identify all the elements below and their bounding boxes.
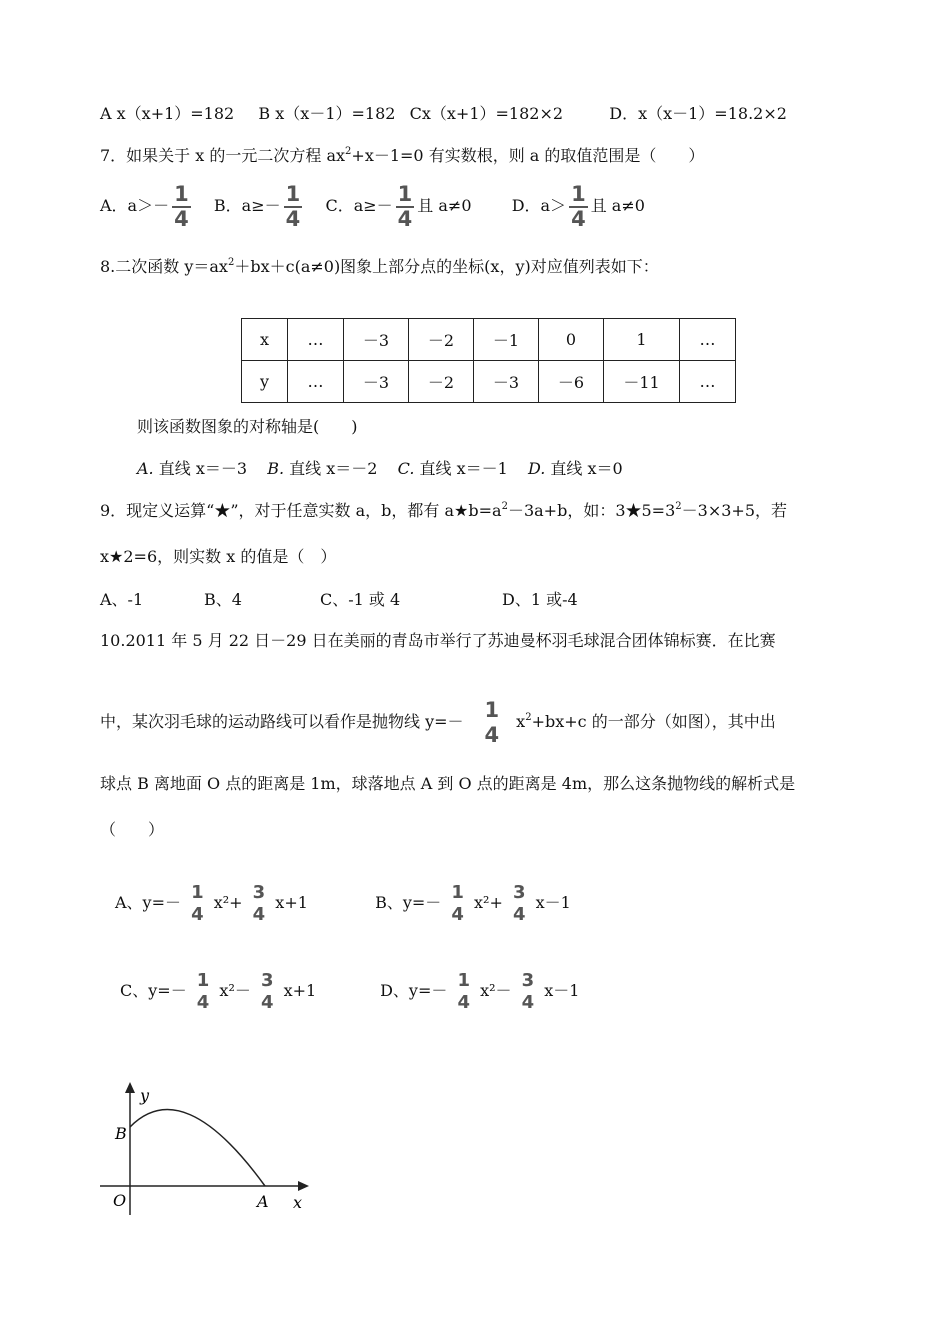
y-label: y bbox=[140, 1086, 150, 1105]
fraction: $\frac{1}{4}$ bbox=[571, 181, 586, 231]
fraction: 1 4 bbox=[451, 881, 464, 925]
q9-stem-line2: x★2=6，则实数 x 的值是（ ） bbox=[100, 547, 337, 566]
trajectory-figure bbox=[95, 1075, 325, 1225]
fraction: 3 4 bbox=[512, 881, 526, 925]
q10-stem-line4: （ ） bbox=[100, 820, 165, 839]
q7-option-b: B．a≥－ $\frac{1}{4}$ bbox=[213, 181, 301, 231]
table-cell: … bbox=[288, 319, 344, 361]
fraction: 3 4 bbox=[260, 969, 274, 1013]
fraction: $\frac{1}{4}$ bbox=[285, 181, 301, 231]
table-cell: －3 bbox=[344, 319, 409, 361]
q8-option-b: 直线 x＝－2 bbox=[289, 459, 378, 478]
fraction: 3 4 bbox=[521, 969, 535, 1013]
q10-option-a: A、y=－ 1 4 x²+ 3 4 x+1 bbox=[115, 881, 308, 925]
x-label: x bbox=[293, 1193, 303, 1212]
q9-option-c: C、-1 或 4 bbox=[320, 590, 401, 609]
q8-option-c-letter: C. bbox=[397, 459, 415, 478]
table-cell: －2 bbox=[409, 319, 474, 361]
table-cell: … bbox=[288, 361, 344, 403]
q10-stem-line3: 球点 B 离地面 O 点的距离是 1m，球落地点 A 到 O 点的距离是 4m，那么这条抛物线的解析式是 bbox=[100, 774, 796, 793]
q6-options bbox=[100, 101, 787, 124]
point-a-label: A bbox=[257, 1192, 269, 1211]
fraction: 1 4 bbox=[457, 969, 470, 1013]
table-cell: －3 bbox=[344, 361, 409, 403]
q8-stem: 8.二次函数 $y=ax^2+bx+c(a\ne 0)$图象上部分点的坐标(x，y)对应值列表如下： bbox=[100, 257, 659, 276]
fraction: $\frac{1}{4}$ bbox=[174, 181, 189, 231]
q10-option-c: C、y=－ 1 4 x²－ 3 4 x+1 bbox=[120, 969, 317, 1013]
table-cell: －1 bbox=[474, 319, 539, 361]
table-cell: 0 bbox=[539, 319, 604, 361]
q10-options-ab bbox=[115, 874, 571, 932]
q6-option-b: B x（x－1）=182 bbox=[258, 104, 396, 123]
q10-stem-line1: 10.2011 年 5 月 22 日－29 日在美丽的青岛市举行了苏迪曼杯羽毛球混合团体锦标赛．在比赛 bbox=[100, 631, 776, 650]
table-cell: －11 bbox=[604, 361, 680, 403]
q9-option-d: D、1 或-4 bbox=[502, 590, 578, 609]
q10-option-d: D、y=－ 1 4 x²－ 3 4 x－1 bbox=[380, 969, 580, 1013]
q9-options bbox=[100, 587, 578, 610]
q8-option-c: 直线 x＝－1 bbox=[419, 459, 508, 478]
q6-option-c: Cx（x+1）=182×2 bbox=[409, 104, 564, 123]
table-cell: … bbox=[680, 361, 736, 403]
q7-option-c: C．a≥－ $\frac{1}{4}$ 且 a≠0 bbox=[325, 181, 472, 231]
q8-option-d: 直线 x＝0 bbox=[550, 459, 623, 478]
q7-option-a: A．a＞－ $\frac{1}{4}$ bbox=[100, 181, 189, 231]
q8-option-a: 直线 x＝－3 bbox=[158, 459, 248, 478]
origin-label: O bbox=[113, 1191, 127, 1210]
q7-stem: 7．如果关于 x 的一元二次方程 $ax^2+x-1=0$ 有实数根，则 a 的取值范围是（ ） bbox=[100, 146, 705, 165]
q9-stem-line1: 9．现定义运算“★”，对于任意实数 a，b，都有 $a★b=a^2-3a+b$，如：$3★5=3^2-3\times 3+5$，若 bbox=[100, 501, 788, 520]
q8-options bbox=[137, 456, 623, 479]
fraction: $\frac{1}{4}$ bbox=[397, 181, 413, 231]
q7-options bbox=[100, 180, 645, 232]
q10-stem-line2: 中，某次羽毛球的运动路线可以看作是抛物线 y=－ 1 4 $x^2+bx+c$ 的一部分（如图），其中出 bbox=[100, 697, 776, 747]
table-cell: x bbox=[242, 319, 288, 361]
q9-option-a: A、-1 bbox=[100, 590, 144, 609]
q7-option-d: D．a＞ $\frac{1}{4}$ 且 a≠0 bbox=[511, 181, 645, 231]
fraction: 3 4 bbox=[252, 881, 266, 925]
table-row-y bbox=[242, 361, 736, 403]
q10-option-b: B、y=－ 1 4 x²+ 3 4 x－1 bbox=[375, 881, 571, 925]
parabola-curve bbox=[130, 1110, 265, 1186]
x-axis-arrow bbox=[298, 1181, 309, 1191]
q9-option-b: B、4 bbox=[204, 590, 242, 609]
fraction: 1 4 bbox=[484, 697, 500, 747]
q8-option-a-letter: A. bbox=[137, 459, 154, 478]
fraction: 1 4 bbox=[196, 969, 210, 1013]
q6-option-d: D．x（x－1）=18.2×2 bbox=[609, 104, 787, 123]
table-row-x bbox=[242, 319, 736, 361]
point-b-label: B bbox=[115, 1124, 127, 1143]
q8-option-b-letter: B. bbox=[267, 459, 285, 478]
q8-option-d-letter: D. bbox=[527, 459, 546, 478]
table-cell: y bbox=[242, 361, 288, 403]
table-cell: －6 bbox=[539, 361, 604, 403]
y-axis-arrow bbox=[125, 1082, 135, 1093]
q8-question: 则该函数图象的对称轴是( ) bbox=[137, 417, 358, 436]
table-cell: －2 bbox=[409, 361, 474, 403]
table-cell: … bbox=[680, 319, 736, 361]
q6-option-a: A x（x+1）=182 bbox=[100, 104, 235, 123]
table-cell: 1 bbox=[604, 319, 680, 361]
value-table bbox=[241, 318, 736, 403]
q10-options-cd bbox=[120, 962, 579, 1020]
fraction: 1 4 bbox=[191, 881, 204, 925]
table-cell: －3 bbox=[474, 361, 539, 403]
